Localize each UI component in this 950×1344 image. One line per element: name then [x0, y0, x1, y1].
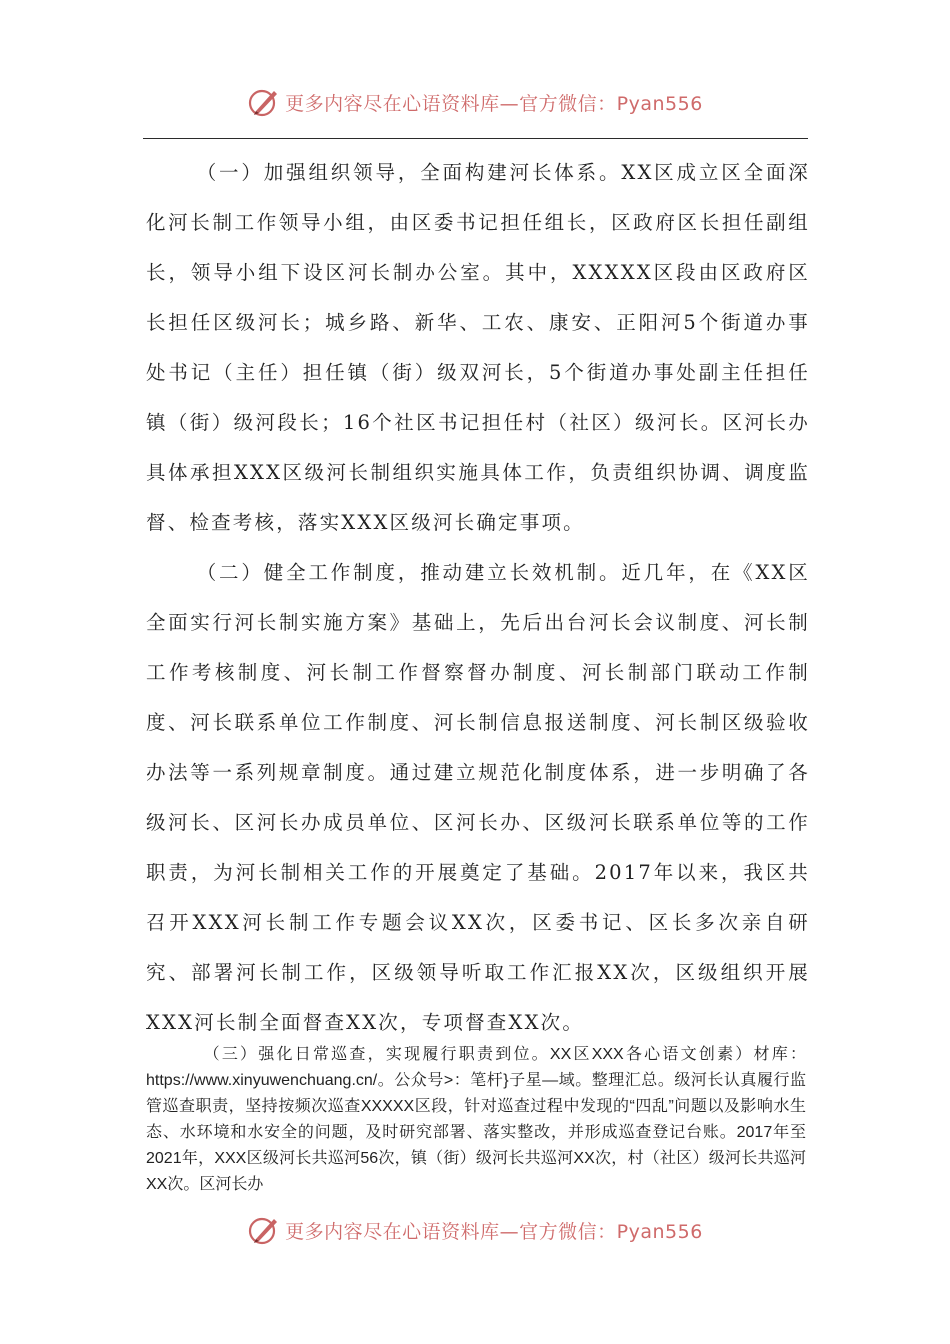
banner-text: 更多内容尽在心语资料库—官方微信：Pyan556 [285, 92, 703, 115]
paragraph-3: （三）强化日常巡查，实现履行职责到位。XX区XXX各心语文创素）材库：https://www.xinyuwenchuang.cn/。公众号>：笔杆}子星—域。整理汇总。级河长认真履行监管巡查职责，坚持按频次巡查XXXXX区段，针对巡查过程中发现的“四乱”问题以及影响水生态、水环境和水安全的问题，及时研究部署、落实整改，并形成巡查登记台账。2017年至2021年，XXX区级河长共巡河56次，镇（街）级河长共巡河XX次，村（社区）级河长共巡河XX次。区河长办 [146, 1046, 806, 1193]
document-body [146, 148, 810, 1048]
header-divider [143, 138, 808, 139]
paragraph-1: （一）加强组织领导，全面构建河长体系。XX区成立区全面深化河长制工作领导小组，由区委书记担任组长，区政府区长担任副组长，领导小组下设区河长制办公室。其中，XXXXX区段由区政府区长担任区级河长；城乡路、新华、工农、康安、正阳河5个街道办事处书记（主任）担任镇（街）级双河长，5个街道办事处副主任担任镇（街）级河段长；16个社区书记担任村（社区）级河长。区河长办具体承担XXX区级河长制组织实施具体工作，负责组织协调、调度监督、检查考核，落实XXX区级河长确定事项。 [146, 161, 810, 534]
footer-banner [0, 1210, 950, 1250]
header-banner [0, 82, 950, 122]
banner-text: 更多内容尽在心语资料库—官方微信：Pyan556 [285, 1220, 703, 1243]
pen-logo-icon [247, 1213, 281, 1247]
paragraph-2: （二）健全工作制度，推动建立长效机制。近几年，在《XX区全面实行河长制实施方案》基础上，先后出台河长会议制度、河长制工作考核制度、河长制工作督察督办制度、河长制部门联动工作制度、河长联系单位工作制度、河长制信息报送制度、河长制区级验收办法等一系列规章制度。通过建立规范化制度体系，进一步明确了各级河长、区河长办成员单位、区河长办、区级河长联系单位等的工作职责，为河长制相关工作的开展奠定了基础。2017年以来，我区共召开XXX河长制工作专题会议XX次，区委书记、区长多次亲自研究、部署河长制工作，区级领导听取工作汇报XX次，区级组织开展XXX河长制全面督查XX次，专项督查XX次。 [146, 561, 810, 1034]
pen-logo-icon [247, 85, 281, 119]
